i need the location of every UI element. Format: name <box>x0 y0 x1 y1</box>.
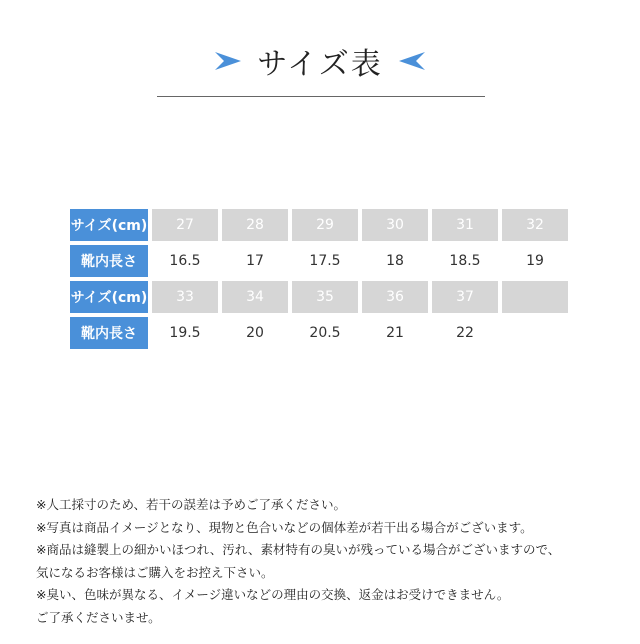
length-cell: 18.5 <box>432 245 498 277</box>
size-cell: 29 <box>292 209 358 241</box>
size-header: サイズ(cm) <box>70 209 148 241</box>
title-bar <box>0 36 640 86</box>
length-cell: 18 <box>362 245 428 277</box>
size-cell: 31 <box>432 209 498 241</box>
size-cell: 27 <box>152 209 218 241</box>
size-cell: 37 <box>432 281 498 313</box>
size-header: サイズ(cm) <box>70 281 148 313</box>
length-cell: 17 <box>222 245 288 277</box>
page-title: サイズ表 <box>257 47 383 82</box>
note-line: ご了承くださいませ。 <box>36 609 161 625</box>
length-cell: 17.5 <box>292 245 358 277</box>
size-table <box>66 205 572 353</box>
length-cell: 21 <box>362 317 428 349</box>
length-cell: 19.5 <box>152 317 218 349</box>
table-row <box>70 209 568 241</box>
length-header: 靴内長さ <box>70 317 148 349</box>
note-line: ※写真は商品イメージとなり、現物と色合いなどの個体差が若干出る場合がございます。 <box>36 519 533 535</box>
length-cell: 20 <box>222 317 288 349</box>
size-cell: 30 <box>362 209 428 241</box>
table-row <box>70 281 568 313</box>
note-line: ※人工採寸のため、若干の誤差は予めご了承ください。 <box>36 497 346 512</box>
note-line: ※商品は縫製上の細かいほつれ、汚れ、素材特有の臭いが残っている場合がございますので、 <box>36 542 561 557</box>
size-cell: 34 <box>222 281 288 313</box>
length-cell: 22 <box>432 317 498 349</box>
size-cell: 32 <box>502 209 568 241</box>
note-line: 気になるお客様はご購入をお控え下さい。 <box>36 564 274 580</box>
size-cell: 28 <box>222 209 288 241</box>
notes <box>36 494 636 629</box>
length-cell: 16.5 <box>152 245 218 277</box>
length-cell: 19 <box>502 245 568 277</box>
size-cell: 35 <box>292 281 358 313</box>
length-cell: 20.5 <box>292 317 358 349</box>
size-cell <box>502 281 568 313</box>
table-row <box>70 245 568 277</box>
size-cell: 33 <box>152 281 218 313</box>
table-row <box>70 317 568 349</box>
title-divider <box>157 96 485 97</box>
length-cell <box>502 317 568 349</box>
note-line: ※臭い、色味が異なる、イメージ違いなどの理由の交換、返金はお受けできません。 <box>36 587 510 602</box>
length-header: 靴内長さ <box>70 245 148 277</box>
chevron-left-icon <box>397 50 427 72</box>
chevron-right-icon <box>213 50 243 72</box>
size-cell: 36 <box>362 281 428 313</box>
